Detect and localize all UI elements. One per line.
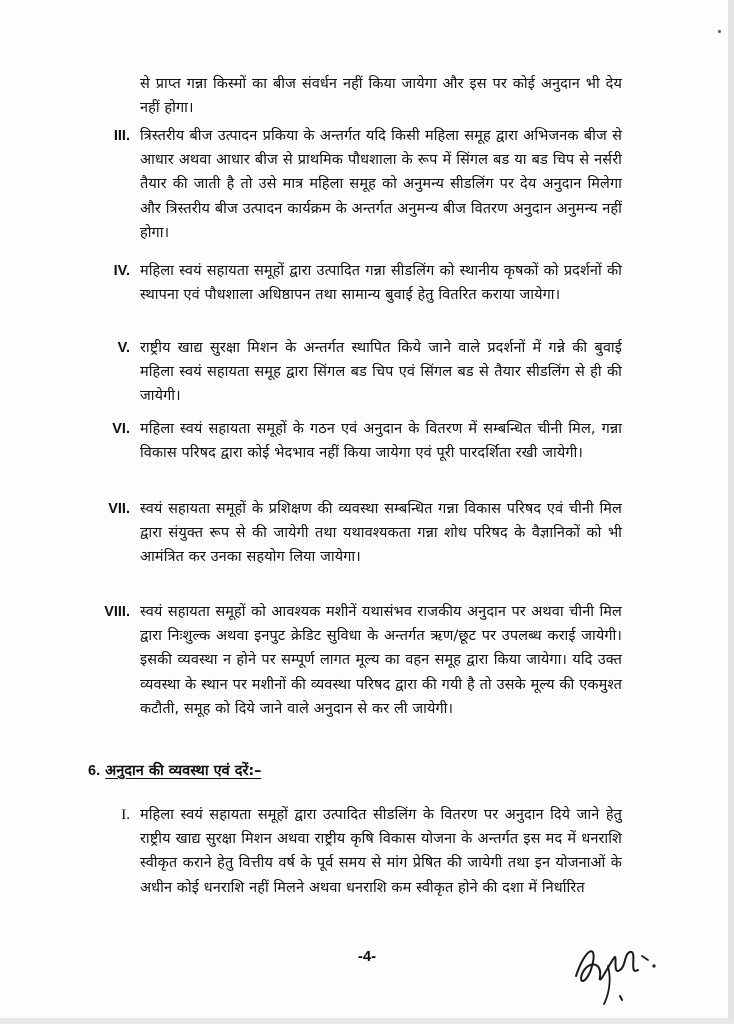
section-number: 6. <box>88 763 101 779</box>
item-text: राष्ट्रीय खाद्य सुरक्षा मिशन के अन्तर्गत स्थापित किये जाने वाले प्रदर्शनों में गन्ने की बुवाई महिला स्वयं सहायता समूह द्वारा सिंगल बड चिप एवं सिंगल बड से तैयार सीडलिंग से ही की जायेगी। <box>140 340 622 405</box>
section-title: अनुदान की व्यवस्था एवं दरें:– <box>105 763 262 779</box>
item-number: I. <box>121 807 130 823</box>
item-text: महिला स्वयं सहायता समूहों के गठन एवं अनुदान के वितरण में सम्बन्धित चीनी मिल, गन्ना विकास परिषद द्वारा कोई भेदभाव नहीं किया जायेगा एवं पूरी पारदर्शिता रखी जायेगी। <box>140 421 622 462</box>
scan-speck <box>718 30 721 33</box>
item-number: VI. <box>112 421 130 437</box>
item-number: VII. <box>108 501 130 517</box>
item-number: VIII. <box>104 604 130 620</box>
item-text: महिला स्वयं सहायता समूहों द्वारा उत्पादित गन्ना सीडलिंग को स्थानीय कृषकों को प्रदर्शनों की स्थापना एवं पौधशाला अधिष्ठापन तथा सामान्य बुवाई हेतु वितरित कराया जायेगा। <box>140 263 622 304</box>
continuation-text: से प्राप्त गन्ना किस्मों का बीज संवर्धन नहीं किया जायेगा और इस पर कोई अनुदान भी देय नहीं होगा। <box>140 76 622 117</box>
item-number: IV. <box>113 263 130 279</box>
item-number: V. <box>117 340 130 356</box>
section-heading <box>88 759 261 783</box>
item-text: स्वयं सहायता समूहों को आवश्यक मशीनें यथासंभव राजकीय अनुदान पर अथवा चीनी मिल द्वारा निःशुल्क अथवा इनपुट क्रेडिट सुविधा के अन्तर्गत ऋण/छूट पर उपलब्ध कराई जायेगी। इसकी व्यवस्था न होने पर सम्पूर्ण लागत मूल्य का वहन समूह द्वारा किया जायेगा। यदि उक्त व्यवस्था के स्थान पर मशीनों की व्यवस्था परिषद द्वारा की गयी है तो उसके मूल्य की एकमुश्त कटौती, समूह को दिये जाने वाले अनुदान से कर ली जायेगी। <box>140 604 622 717</box>
item-text: स्वयं सहायता समूहों के प्रशिक्षण की व्यवस्था सम्बन्धित गन्ना विकास परिषद एवं चीनी मिल द्वारा संयुक्त रूप से की जायेगी तथा यथावश्यकता गन्ना शोध परिषद के वैज्ञानिकों को भी आमंत्रित कर उनका सहयोग लिया जायेगा। <box>140 501 622 566</box>
page-edge-bottom <box>0 1018 734 1024</box>
page-number: -4- <box>357 948 377 965</box>
signature-icon <box>568 936 668 1012</box>
item-text: त्रिस्तरीय बीज उत्पादन प्रकिया के अन्तर्गत यदि किसी महिला समूह द्वारा अभिजनक बीज से आधार अथवा आधार बीज से प्राथमिक पौधशाला के रूप में सिंगल बड या बड चिप से नर्सरी तैयार की जाती है तो उसे मात्र महिला समूह को अनुमन्य सीडलिंग पर देय अनुदान मिलेगा और त्रिस्तरीय बीज उत्पादन कार्यक्रम के अन्तर्गत अनुमन्य बीज वितरण अनुदान अनुमन्य नहीं होगा। <box>140 128 622 241</box>
item-number: III. <box>113 128 130 144</box>
item-text: महिला स्वयं सहायता समूहों द्वारा उत्पादित सीडलिंग के वितरण पर अनुदान दिये जाने हेतु राष्ट्रीय खाद्य सुरक्षा मिशन अथवा राष्ट्रीय कृषि विकास योजना के अन्तर्गत इस मद में धनराशि स्वीकृत कराने हेतु वित्तीय वर्ष के पूर्व समय से मांग प्रेषित की जायेगी तथा इन योजनाओं के अधीन कोई धनराशि नहीं मिलने अथवा धनराशि कम स्वीकृत होने की दशा में निर्धारित <box>140 807 622 896</box>
page-edge-shadow <box>728 0 734 1024</box>
